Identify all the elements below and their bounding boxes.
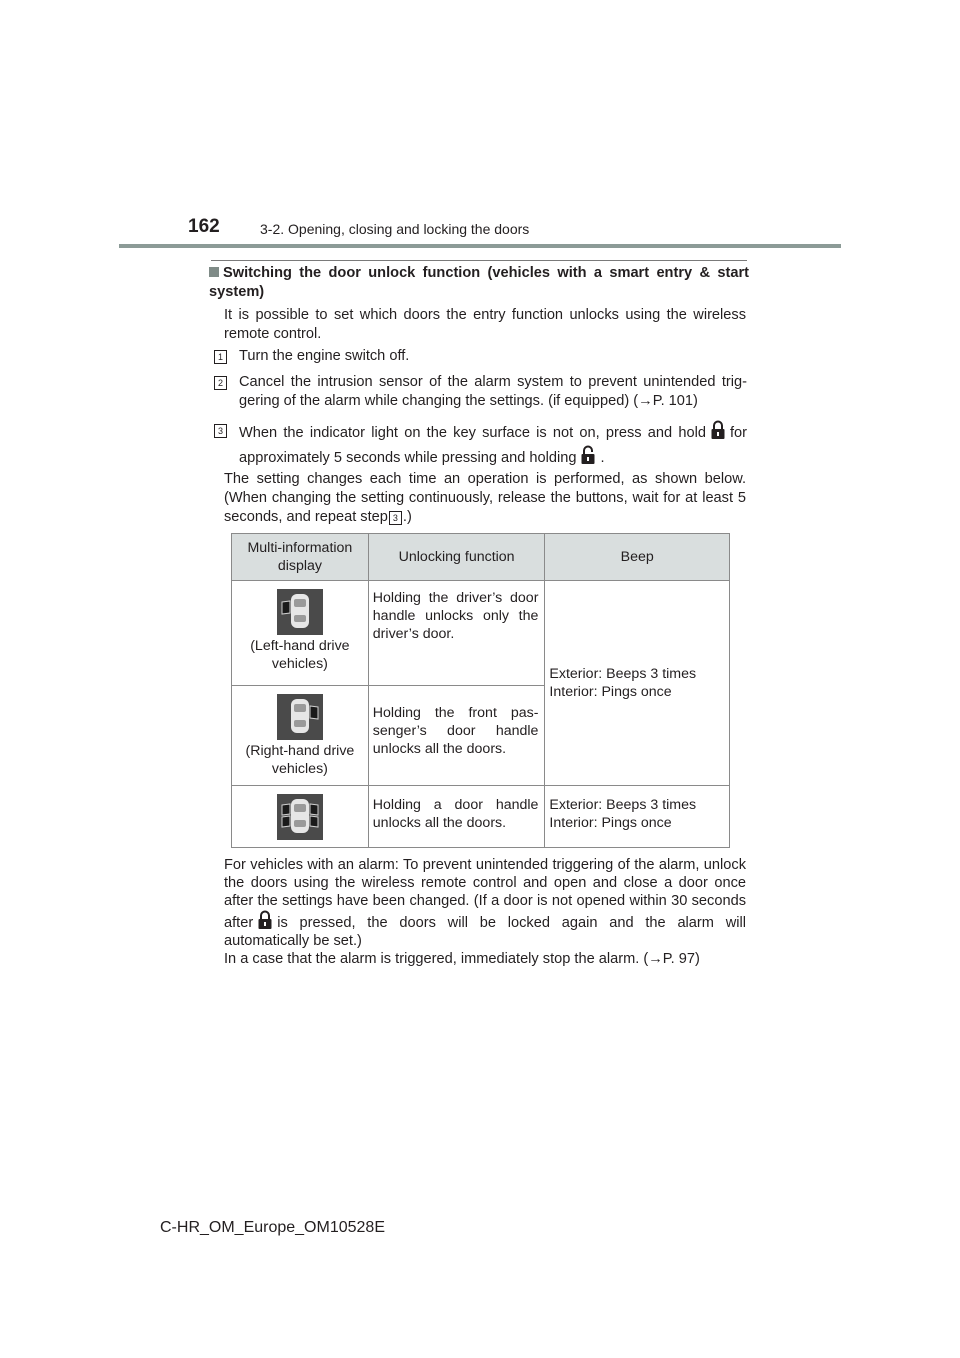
table-row	[232, 786, 730, 848]
car-driver-door-icon	[277, 589, 323, 635]
display-caption: (Right-hand drive vehicles)	[245, 743, 355, 777]
subsection-heading: Switching the door unlock function (vehicles with a smart entry & start system)	[209, 265, 749, 300]
header-divider	[119, 244, 841, 248]
document-code: C-HR_OM_Europe_OM10528E	[160, 1219, 385, 1236]
col-header-beep: Beep	[545, 534, 730, 581]
display-cell	[232, 786, 369, 848]
display-cell	[232, 581, 369, 686]
col-header-function: Unlocking function	[368, 534, 545, 581]
step-2-text: Cancel the intrusion sensor of the alarm system to prevent unintended trig-gering of the alarm while changing the settings. (if equipped) (→P. 101)	[239, 374, 747, 409]
lock-icon	[710, 420, 726, 440]
function-cell: Holding the driver’s door handle unlocks only the driver’s door.	[368, 581, 545, 686]
col-header-display: Multi-information display	[232, 534, 369, 581]
section-title: 3-2. Opening, closing and locking the doors	[260, 221, 530, 237]
lock-icon	[257, 910, 273, 930]
function-cell: Holding a door handle unlocks all the doors.	[368, 786, 545, 848]
step-3-reference: 3	[389, 511, 402, 525]
intro-paragraph: It is possible to set which doors the entry function unlocks using the wireless remote control.	[224, 307, 746, 342]
step-2-badge: 2	[214, 376, 227, 390]
unlock-settings-table	[231, 533, 730, 848]
car-driver-door-right-icon	[277, 694, 323, 740]
alarm-note: For vehicles with an alarm: To prevent unintended triggering of the alarm, unlock the doors using the wireless remote control and open and close a door once after the settings have been changed. (If a door is not opened within 30 seconds after is pressed, the doors will be locked again and the alarm will automatically be set.) In a case that the alarm is triggered, immediately stop the alarm. (→P. 97)	[224, 857, 746, 967]
step-3-badge: 3	[214, 424, 227, 438]
unlock-icon	[580, 445, 596, 465]
table-header-row	[232, 534, 730, 581]
section-divider	[211, 260, 747, 261]
page-number: 162	[188, 216, 220, 237]
step-3-text: When the indicator light on the key surface is not on, press and hold for approximately 5 seconds while pressing and holding .	[239, 420, 747, 470]
step-1-text: Turn the engine switch off.	[239, 348, 410, 364]
beep-cell: Exterior: Beeps 3 times Interior: Pings once	[545, 786, 730, 848]
setting-change-note: The setting changes each time an operation is performed, as shown below. (When changing the setting continuously, release the buttons, wait for at least 5 seconds, and repeat step 3 .)	[224, 471, 746, 525]
step-1-badge: 1	[214, 350, 227, 364]
car-all-doors-icon	[277, 794, 323, 840]
square-bullet-icon	[209, 267, 219, 277]
beep-cell: Exterior: Beeps 3 times Interior: Pings once	[545, 581, 730, 786]
table-row	[232, 581, 730, 686]
function-cell: Holding the front pas-senger’s door handle unlocks all the doors.	[368, 686, 545, 786]
alarm-stop-note: In a case that the alarm is triggered, immediately stop the alarm. (→P. 97)	[224, 951, 700, 967]
display-cell	[232, 686, 369, 786]
display-caption: (Left-hand drive vehicles)	[250, 638, 350, 672]
